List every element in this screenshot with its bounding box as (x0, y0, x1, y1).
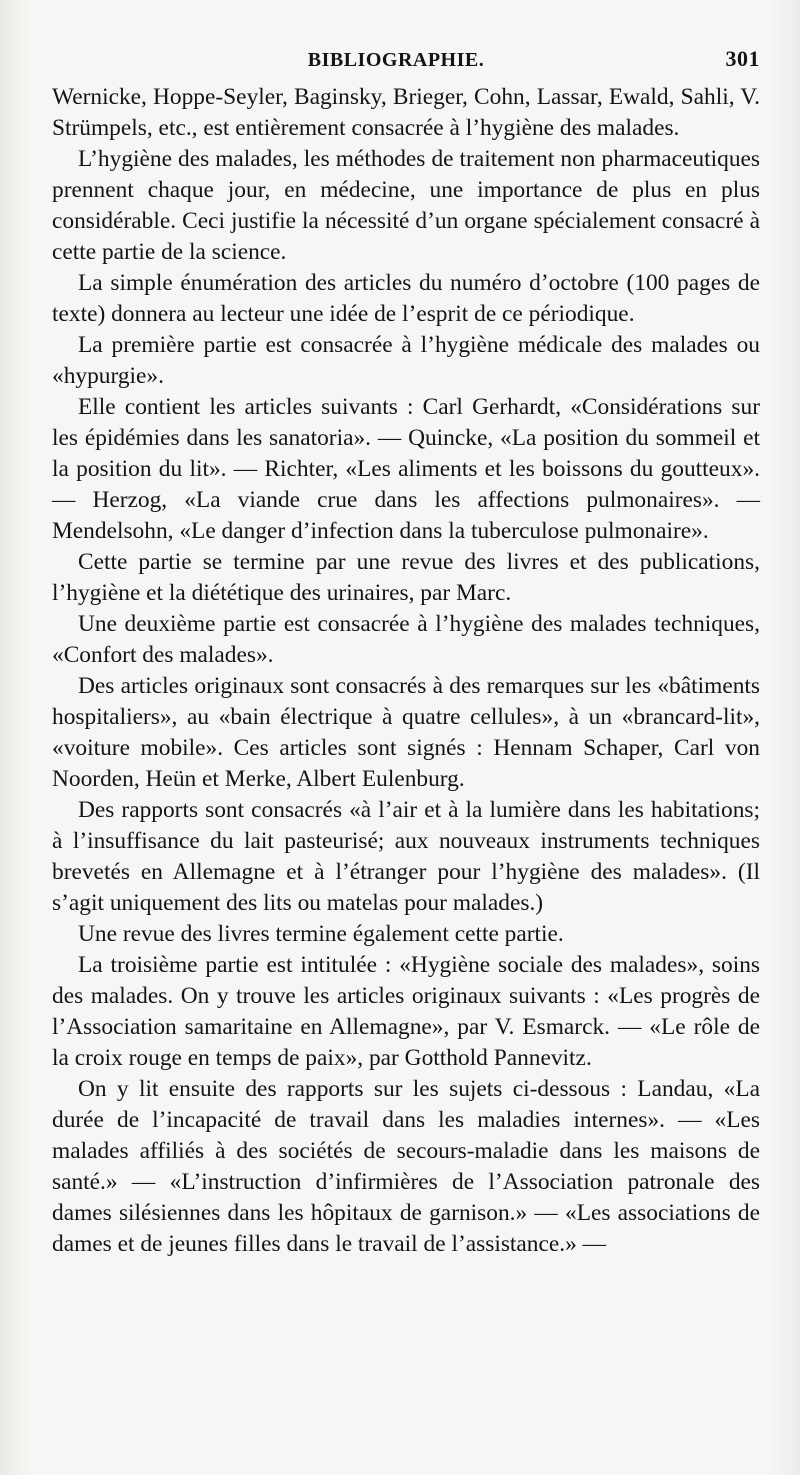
paragraph-second-part-articles: Des articles originaux sont consacrés à des remarques sur les «bâtiments hospitaliers», au «bain électrique à quatre cellules», à un «brancard-lit», «voiture mobile». Ces articles sont signés : Hennam Schaper, Carl von Noorden, Heün et Merke, Albert Eulenburg. (52, 673, 760, 792)
paragraph-third-part-reports: On y lit ensuite des rapports sur les sujets ci-dessous : Landau, «La durée de l’incapacité de travail dans les maladies internes». — «Les malades affiliés à des sociétés de secours-maladie dans les maisons de santé.» — «L’instruction d’infirmières de l’Association patronale des dames silésiennes dans les hôpitaux de garnison.» — «Les associations de dames et de jeunes filles dans le travail de l’assistance.» — (52, 1076, 760, 1257)
paragraph-hygiene-importance: L’hygiène des malades, les méthodes de traitement non pharmaceutiques prennent chaque jour, en médecine, une importance de plus en plus considérable. Ceci justifie la nécessité d’un organe spécialement consacré à cette partie de la science. (52, 146, 760, 265)
paragraph-continuation: Wernicke, Hoppe-Seyler, Baginsky, Brieger, Cohn, Lassar, Ewald, Sahli, V. Strümpels, etc., est entièrement consacrée à l’hygiène des malades. (52, 84, 760, 141)
paragraph-second-part: Une deuxième partie est consacrée à l’hygiène des malades techniques, «Confort des malades». (52, 611, 760, 668)
paragraph-second-part-reports: Des rapports sont consacrés «à l’air et à la lumière dans les habitations; à l’insuffisance du lait pasteurisé; aux nouveaux instruments techniques brevetés en Allemagne et à l’étranger pour l’hygiène des malades». (Il s’agit uniquement des lits ou matelas pour malades.) (52, 797, 760, 916)
paragraph-first-part-review: Cette partie se termine par une revue des livres et des publications, l’hygiène et la diététique des urinaires, par Marc. (52, 549, 760, 606)
body-text (52, 82, 760, 1260)
running-header (52, 46, 760, 78)
paragraph-second-part-review: Une revue des livres termine également cette partie. (78, 921, 564, 947)
paragraph-third-part: La troisième partie est intitulée : «Hygiène sociale des malades», soins des malades. On y trouve les articles originaux suivants : «Les progrès de l’Association samaritaine en Allemagne», par V. Esmarck. — «Le rôle de la croix rouge en temps de paix», par Gotthold Pannevitz. (52, 952, 760, 1071)
paragraph-first-part-articles: Elle contient les articles suivants : Carl Gerhardt, «Considérations sur les épidémies dans les sanatoria». — Quincke, «La position du sommeil et la position du lit». — Richter, «Les aliments et les boissons du goutteux». — Herzog, «La viande crue dans les affections pulmonaires». — Mendelsohn, «Le danger d’infection dans la tuberculose pulmonaire». (52, 394, 760, 544)
paragraph-october-issue: La simple énumération des articles du numéro d’octobre (100 pages de texte) donnera au lecteur une idée de l’esprit de ce périodique. (52, 270, 760, 327)
page-number: 301 (725, 46, 760, 71)
running-title: BIBLIOGRAPHIE. (307, 49, 485, 71)
paragraph-first-part: La première partie est consacrée à l’hygiène médicale des malades ou «hypurgie». (52, 332, 760, 389)
